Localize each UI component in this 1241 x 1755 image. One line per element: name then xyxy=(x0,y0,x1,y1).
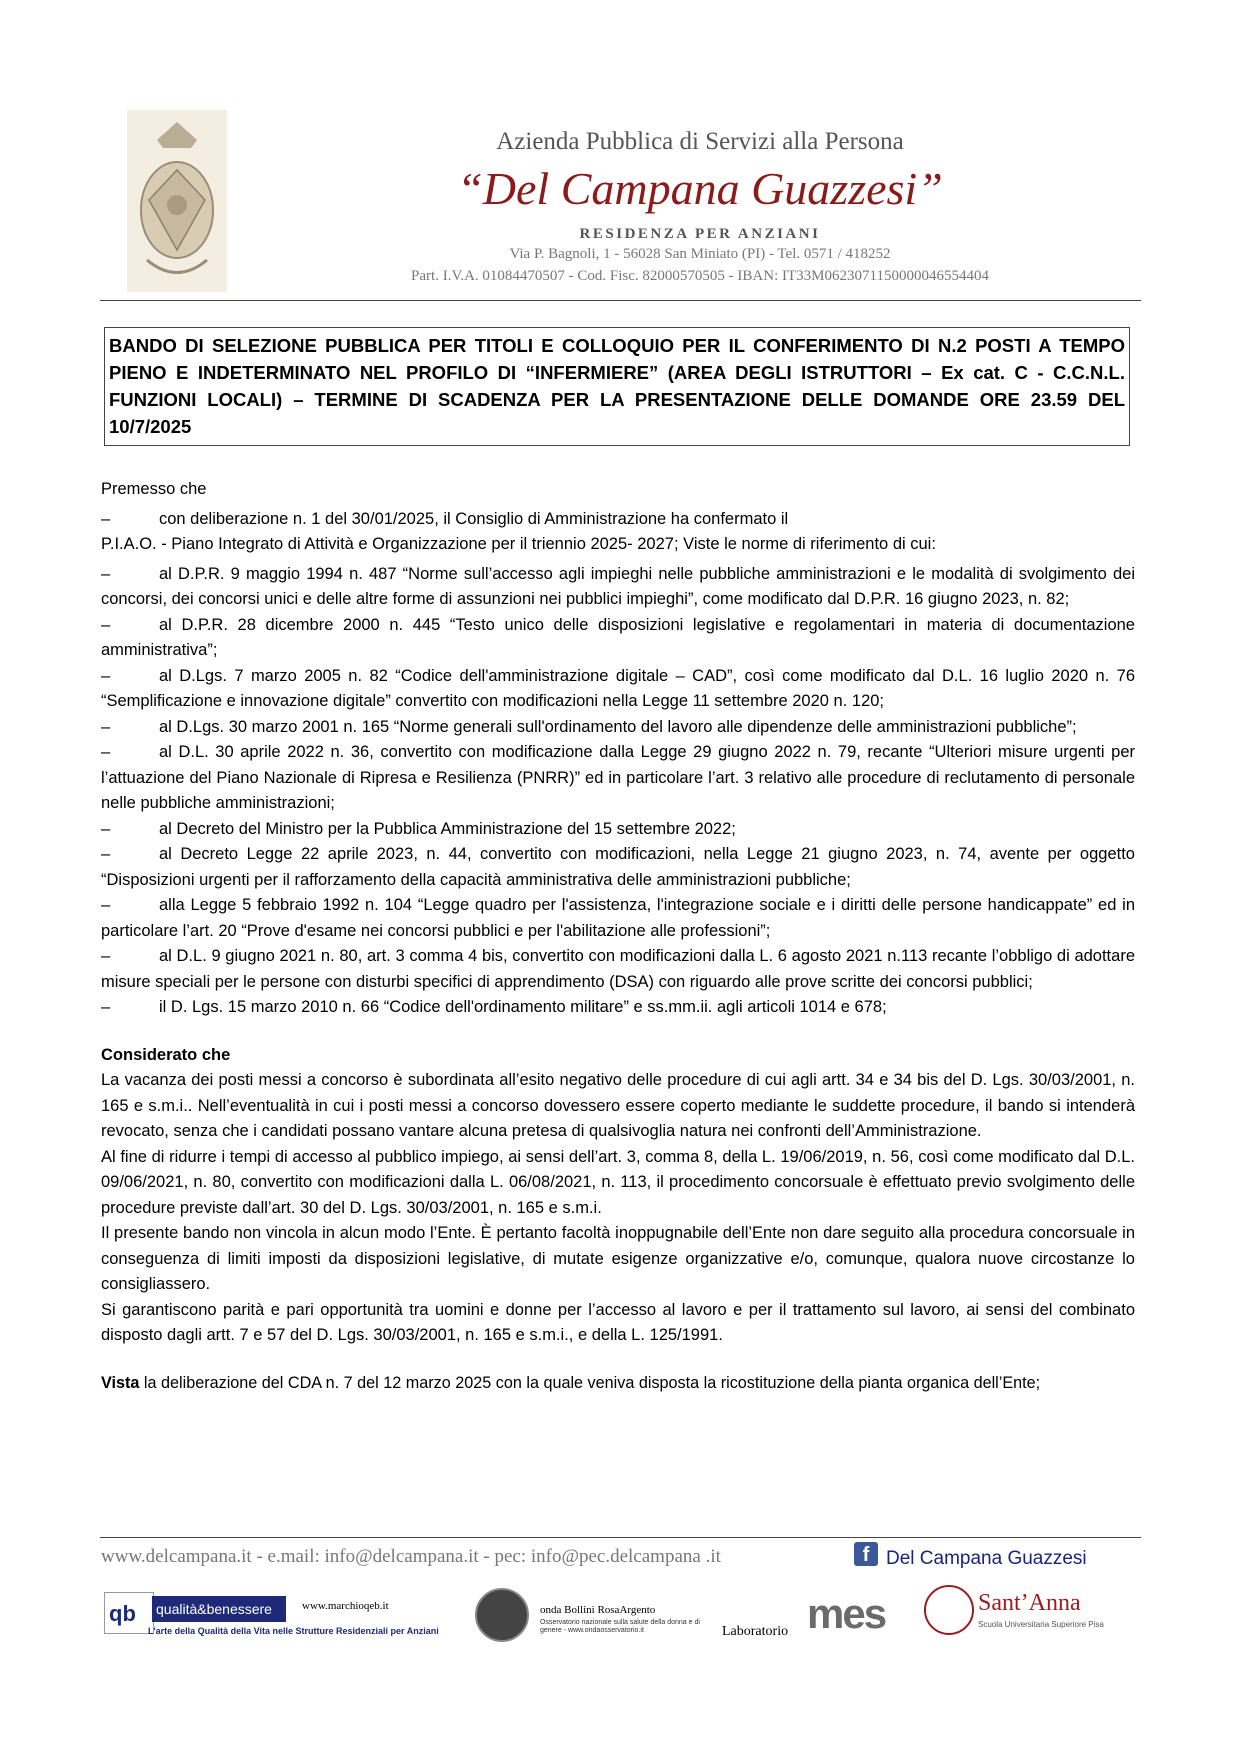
santanna-seal-logo xyxy=(924,1585,974,1635)
first-list-item xyxy=(101,507,1135,533)
body-paragraph: La vacanza dei posti messi a concorso è subordinata all’esito negativo delle procedure di cui agli artt. 34 e 34 bis del D. Lgs. 30/03/2001, n. 165 e s.m.i.. Nell’eventualità in cui i posti messi a concorso dovessero essere coperto mediante le suddette procedure, il bando si intenderà revocato, senza che i candidati possano vantare alcuna pretesa di qualsivoglia natura nei confronti dell’Amministrazione. xyxy=(101,1071,1135,1140)
list-item xyxy=(101,893,1135,944)
onda-subtitle: Osservatorio nazionale sulla salute della donna e di genere - www.ondaosservatorio.it xyxy=(540,1619,700,1634)
list-dash: – xyxy=(101,615,111,634)
onda-seal-logo xyxy=(475,1588,529,1642)
header-divider xyxy=(100,300,1141,301)
list-dash: – xyxy=(101,666,111,685)
qb-url: www.marchioqeb.it xyxy=(302,1600,389,1612)
list-item xyxy=(101,562,1135,613)
svg-text:qb: qb xyxy=(109,1601,136,1626)
list-item xyxy=(101,664,1135,715)
qb-logo-mark xyxy=(104,1592,154,1634)
list-dash: – xyxy=(101,717,111,736)
list-item-text: al Decreto Legge 22 aprile 2023, n. 44, convertito con modificazioni, nella Legge 21 giugno 2023, n. 74, avente per oggetto “Disposizioni urgenti per il rafforzamento della capacità amministrativa delle amministrazioni pubbliche; xyxy=(101,845,1135,889)
list-item-text: al D.L. 9 giugno 2021 n. 80, art. 3 comma 4 bis, convertito con modificazioni dalla L. 6 agosto 2021 n.113 recante l’obbligo di adottare misure speciali per le persone con disturbi specifici di apprendimento (DSA) con riguardo alle prove scritte dei concorsi pubblici; xyxy=(101,947,1135,991)
vista-text: la deliberazione del CDA n. 7 del 12 marzo 2025 con la quale veniva disposta la ricostituzione della pianta organica dell’Ente; xyxy=(139,1373,1041,1392)
facebook-icon[interactable]: f xyxy=(854,1542,878,1566)
title-box xyxy=(104,327,1130,446)
santanna-subtitle: Scuola Universitaria Superiore Pisa xyxy=(978,1620,1104,1629)
considerato-paragraphs xyxy=(101,1068,1135,1349)
organization-address: Via P. Bagnoli, 1 - 56028 San Miniato (PI) - Tel. 0571 / 418252 xyxy=(509,246,891,262)
list-item-text: il D. Lgs. 15 marzo 2010 n. 66 “Codice dell'ordinamento militare” e ss.mm.ii. agli articoli 1014 e 678; xyxy=(159,998,887,1016)
body-paragraph: Il presente bando non vincola in alcun modo l’Ente. È pertanto facoltà inoppugnabile dell’Ente non dare seguito alla procedura concorsuale in conseguenza di limiti imposti da disposizioni legislative, di mutate esigenze organizzative e/o, comunque, qualora nuove circostanze lo consigliassero. xyxy=(101,1224,1135,1293)
list-dash: – xyxy=(101,896,111,914)
organization-name: “Del Campana Guazzesi” xyxy=(457,163,943,214)
list-item xyxy=(101,715,1135,741)
organization-subtitle: RESIDENZA PER ANZIANI xyxy=(579,226,821,242)
footer-contacts: www.delcampana.it - e.mail: info@delcampana.it - pec: info@pec.delcampana .it xyxy=(101,1546,721,1567)
first-item-text: con deliberazione n. 1 del 30/01/2025, il Consiglio di Amministrazione ha confermato il xyxy=(159,509,789,528)
list-dash: – xyxy=(101,947,111,965)
list-item-text: alla Legge 5 febbraio 1992 n. 104 “Legge quadro per l'assistenza, l'integrazione sociale e i diritti delle persone handicappate” ed in particolare l’art. 20 “Prove d'esame nei concorsi pubblici e per l'abilitazione alle professioni”; xyxy=(101,896,1135,940)
footer-divider xyxy=(100,1537,1141,1538)
list-dash: – xyxy=(101,819,111,838)
list-item xyxy=(101,842,1135,893)
vista-paragraph xyxy=(101,1371,1135,1397)
list-item-text: al D.P.R. 9 maggio 1994 n. 487 “Norme sull’accesso agli impieghi nelle pubbliche amministrazioni e le modalità di svolgimento dei concorsi, dei concorsi unici e delle altre forme di assunzioni nei pubblici impieghi”, come modificato dal D.P.R. 16 giugno 2023, n. 82; xyxy=(101,564,1135,608)
santanna-name: Sant’Anna xyxy=(978,1590,1081,1616)
list-item-text: al D.P.R. 28 dicembre 2000 n. 445 “Testo unico delle disposizioni legislative e regolamentari in materia di documentazione amministrativa”; xyxy=(101,615,1135,659)
body-paragraph: Si garantiscono parità e pari opportunità tra uomini e donne per l’accesso al lavoro e per il trattamento sul lavoro, ai sensi del combinato disposto dagli artt. 7 e 57 del D. Lgs. 30/03/2001, n. 165 e s.m.i., e della L. 125/1991. xyxy=(101,1300,1135,1344)
list-dash: – xyxy=(101,998,111,1016)
list-item xyxy=(101,613,1135,664)
document-body xyxy=(101,477,1135,1396)
list-item-text: al Decreto del Ministro per la Pubblica Amministrazione del 15 settembre 2022; xyxy=(159,819,736,838)
list-item xyxy=(101,817,1135,843)
mes-logo: mes xyxy=(807,1590,886,1637)
list-dash: – xyxy=(101,743,111,761)
body-paragraph: Al fine di ridurre i tempi di accesso al pubblico impiego, ai sensi dell’art. 3, comma 8, della L. 19/06/2019, n. 56, così come modificato dal D.L. 09/06/2021, n. 80, convertito con modificazioni dalla L. 06/08/2021, n. 113, il procedimento concorsuale è effettuato previo svolgimento delle procedure previste dall’art. 30 del D. Lgs. 30/03/2001, n. 165 e s.m.i. xyxy=(101,1147,1135,1217)
document-title: BANDO DI SELEZIONE PUBBLICA PER TITOLI E COLLOQUIO PER IL CONFERIMENTO DI N.2 POSTI A TEMPO PIENO E INDETERMINATO NEL PROFILO DI “INFERMIERE” (AREA DEGLI ISTRUTTORI – Ex cat. C - C.C.N.L. FUNZIONI LOCALI) – TERMINE DI SCADENZA PER LA PRESENTAZIONE DELLE DOMANDE ORE 23.59 DEL 10/7/2025 xyxy=(109,335,1125,437)
laboratorio-label: Laboratorio xyxy=(722,1624,789,1639)
list-dash: – xyxy=(101,564,111,583)
considerato-heading: Considerato che xyxy=(101,1045,231,1064)
list-item-text: al D.Lgs. 30 marzo 2001 n. 165 “Norme generali sull'ordinamento del lavoro alle dipendenze delle amministrazioni pubbliche”; xyxy=(159,717,1077,736)
list-item-text: al D.L. 30 aprile 2022 n. 36, convertito con modificazione dalla Legge 29 giugno 2022 n. 79, recante “Ulteriori misure urgenti per l’attuazione del Piano Nazionale di Ripresa e Resilienza (PNRR)” ed in particolare l’art. 3 relativo alle procedure di reclutamento di personale nelle pubbliche amministrazioni; xyxy=(101,743,1135,812)
list-dash: – xyxy=(101,845,111,863)
organization-fiscal-info: Part. I.V.A. 01084470507 - Cod. Fisc. 82000570505 - IBAN: IT33M0623071150000046554404 xyxy=(411,268,989,284)
list-item xyxy=(101,944,1135,995)
list-item xyxy=(101,995,1135,1021)
list-item-text: al D.Lgs. 7 marzo 2005 n. 82 “Codice dell'amministrazione digitale – CAD”, così come modificato dal D.L. 16 luglio 2020 n. 76 “Semplificazione e innovazione digitale” convertito con modificazioni nella Legge 11 settembre 2020 n. 120; xyxy=(101,666,1135,710)
norms-list xyxy=(101,562,1135,1021)
crest-logo xyxy=(127,110,227,292)
qb-logo-text: qualità&benessere xyxy=(152,1596,286,1622)
organization-type: Azienda Pubblica di Servizi alla Persona xyxy=(496,128,904,155)
facebook-page-link[interactable]: Del Campana Guazzesi xyxy=(886,1548,1087,1569)
onda-title: onda Bollini RosaArgento xyxy=(540,1604,656,1616)
vista-label: Vista xyxy=(101,1373,140,1392)
first-item-continuation: P.I.A.O. - Piano Integrato di Attività e Organizzazione per il triennio 2025- 2027; Viste le norme di riferimento di cui: xyxy=(101,535,936,553)
list-item xyxy=(101,740,1135,817)
list-dash: – xyxy=(101,509,111,528)
premesso-heading: Premesso che xyxy=(101,480,207,498)
qb-tagline: L'arte della Qualità della Vita nelle Strutture Residenziali per Anziani xyxy=(148,1626,439,1636)
